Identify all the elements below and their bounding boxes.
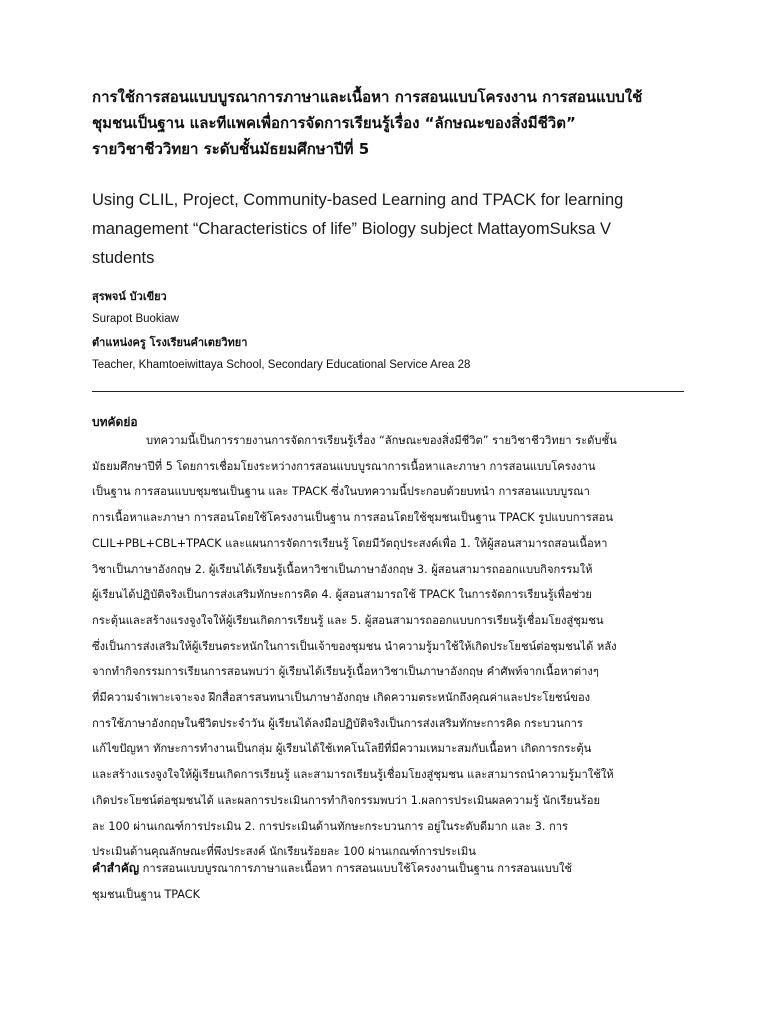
thai-title-line: การใช้การสอนแบบบูรณาการภาษาและเนื้อหา การสอนแบบโครงงาน การสอนแบบใช้ [92, 88, 643, 106]
abstract-line: เป็นฐาน การสอนแบบชุมชนเป็นฐาน และ TPACK ซึ่งในบทความนี้ประกอบด้วยบทนำ การสอนแบบบูรณา [92, 485, 590, 499]
author-affiliation-english: Teacher, Khamtoeiwittaya School, Secondary Educational Service Area 28 [92, 359, 471, 371]
author-position-thai: ตำแหน่งครู โรงเรียนคำเตยวิทยา [92, 336, 248, 349]
abstract-line: แก้ไขปัญหา ทักษะการทำงานเป็นกลุ่ม ผู้เรียนได้ใช้เทคโนโลยีที่มีความเหมาะสมกับเนื้อหา เกิดการกระตุ้น [92, 742, 592, 756]
thai-title-line: ชุมชนเป็นฐาน และทีแพคเพื่อการจัดการเรียนรู้เรื่อง “ลักษณะของสิ่งมีชีวิต” [92, 114, 576, 132]
thai-title [92, 84, 692, 162]
abstract-line: ซึ่งเป็นการส่งเสริมให้ผู้เรียนตระหนักในการเป็นเจ้าของชุมชน นำความรู้มาใช้ให้เกิดประโยชน์ต่อชุมชนได้ หลัง [92, 639, 617, 653]
keywords-line [92, 856, 684, 882]
abstract-line: ผู้เรียนได้ปฏิบัติจริงเป็นการส่งเสริมทักษะการคิด 4. ผู้สอนสามารถใช้ TPACK ในการจัดการเรียนรู้เพื่อช่วย [92, 588, 592, 602]
abstract-line: การเนื้อหาและภาษา การสอนโดยใช้โครงงานเป็นฐาน การสอนโดยใช้ชุมชนเป็นฐาน TPACK รูปแบบการสอน [92, 511, 613, 525]
author-name-thai: สุรพจน์ บัวเขียว [92, 290, 167, 303]
abstract-heading: บทคัดย่อ [92, 415, 138, 429]
abstract-line: CLIL+PBL+CBL+TPACK และแผนการจัดการเรียนรู้ โดยมีวัตถุประสงค์เพื่อ 1. ให้ผู้สอนสามารถสอนเนื้อหา [92, 536, 608, 550]
abstract-line: ละ 100 ผ่านเกณฑ์การประเมิน 2. การประเมินด้านทักษะกระบวนการ อยู่ในระดับดีมาก และ 3. การ [92, 819, 569, 833]
abstract-line: กระตุ้นและสร้างแรงจูงใจให้ผู้เรียนเกิดการเรียนรู้ และ 5. ผู้สอนสามารถออกแบบการเรียนรู้เชื่อมโยงสู่ชุมชน [92, 613, 604, 627]
abstract-line: มัธยมศึกษาปีที่ 5 โดยการเชื่อมโยงระหว่างการสอนแบบบูรณาการเนื้อหาและภาษา การสอนแบบโครงงาน [92, 459, 596, 473]
abstract-line: การใช้ภาษาอังกฤษในชีวิตประจำวัน ผู้เรียนได้ลงมือปฏิบัติจริงเป็นการส่งเสริมทักษะการคิด กระบวนการ [92, 716, 583, 730]
keywords-label: คำสำคัญ [92, 861, 140, 875]
thai-title-line: รายวิชาชีววิทยา ระดับชั้นมัธยมศึกษาปีที่ 5 [92, 140, 370, 158]
abstract-line: วิชาเป็นภาษาอังกฤษ 2. ผู้เรียนได้เรียนรู้เนื้อหาวิชาเป็นภาษาอังกฤษ 3. ผู้สอนสามารถออกแบบกิจกรรมให้ [92, 562, 593, 576]
keywords-text: การสอนแบบบูรณาการภาษาและเนื้อหา การสอนแบบใช้โครงงานเป็นฐาน การสอนแบบใช้ [139, 862, 572, 875]
abstract-line: และสร้างแรงจูงใจให้ผู้เรียนเกิดการเรียนรู้ และสามารถเรียนรู้เชื่อมโยงสู่ชุมชน และสามารถนำความรู้มาใช้ให้ [92, 768, 614, 782]
english-title-line: Using CLIL, Project, Community-based Learning and TPACK for learning [92, 191, 624, 209]
keywords-line: ชุมชนเป็นฐาน TPACK [92, 887, 200, 901]
horizontal-divider [92, 391, 684, 392]
abstract-line: จากทำกิจกรรมการเรียนการสอนพบว่า ผู้เรียนได้เรียนรู้เนื้อหาวิชาเป็นภาษาอังกฤษ คำศัพท์จากเนื้อหาต่างๆ [92, 665, 599, 679]
abstract-line: บทความนี้เป็นการรายงานการจัดการเรียนรู้เรื่อง “ลักษณะของสิ่งมีชีวิต” รายวิชาชีววิทยา ระดับชั้น [146, 434, 617, 447]
abstract-line: ประเมินด้านคุณลักษณะที่พึงประสงค์ นักเรียนร้อยละ 100 ผ่านเกณฑ์การประเมิน [92, 845, 476, 859]
author-name-english: Surapot Buokiaw [92, 313, 179, 325]
author-block [92, 285, 692, 377]
keywords-block [92, 856, 684, 907]
abstract-line: เกิดประโยชน์ต่อชุมชนได้ และผลการประเมินการทำกิจกรรมพบว่า 1.ผลการประเมินผลความรู้ นักเรียนร้อย [92, 793, 601, 807]
english-title [92, 186, 692, 273]
english-title-line: students [92, 249, 155, 267]
english-title-line: management “Characteristics of life” Biology subject MattayomSuksa V [92, 220, 612, 238]
abstract-body [92, 428, 684, 865]
abstract-line: ที่มีความจำเพาะเจาะจง ฝึกสื่อสารสนทนาเป็นภาษาอังกฤษ เกิดความตระหนักถึงคุณค่าและประโยชน์ของ [92, 691, 591, 705]
